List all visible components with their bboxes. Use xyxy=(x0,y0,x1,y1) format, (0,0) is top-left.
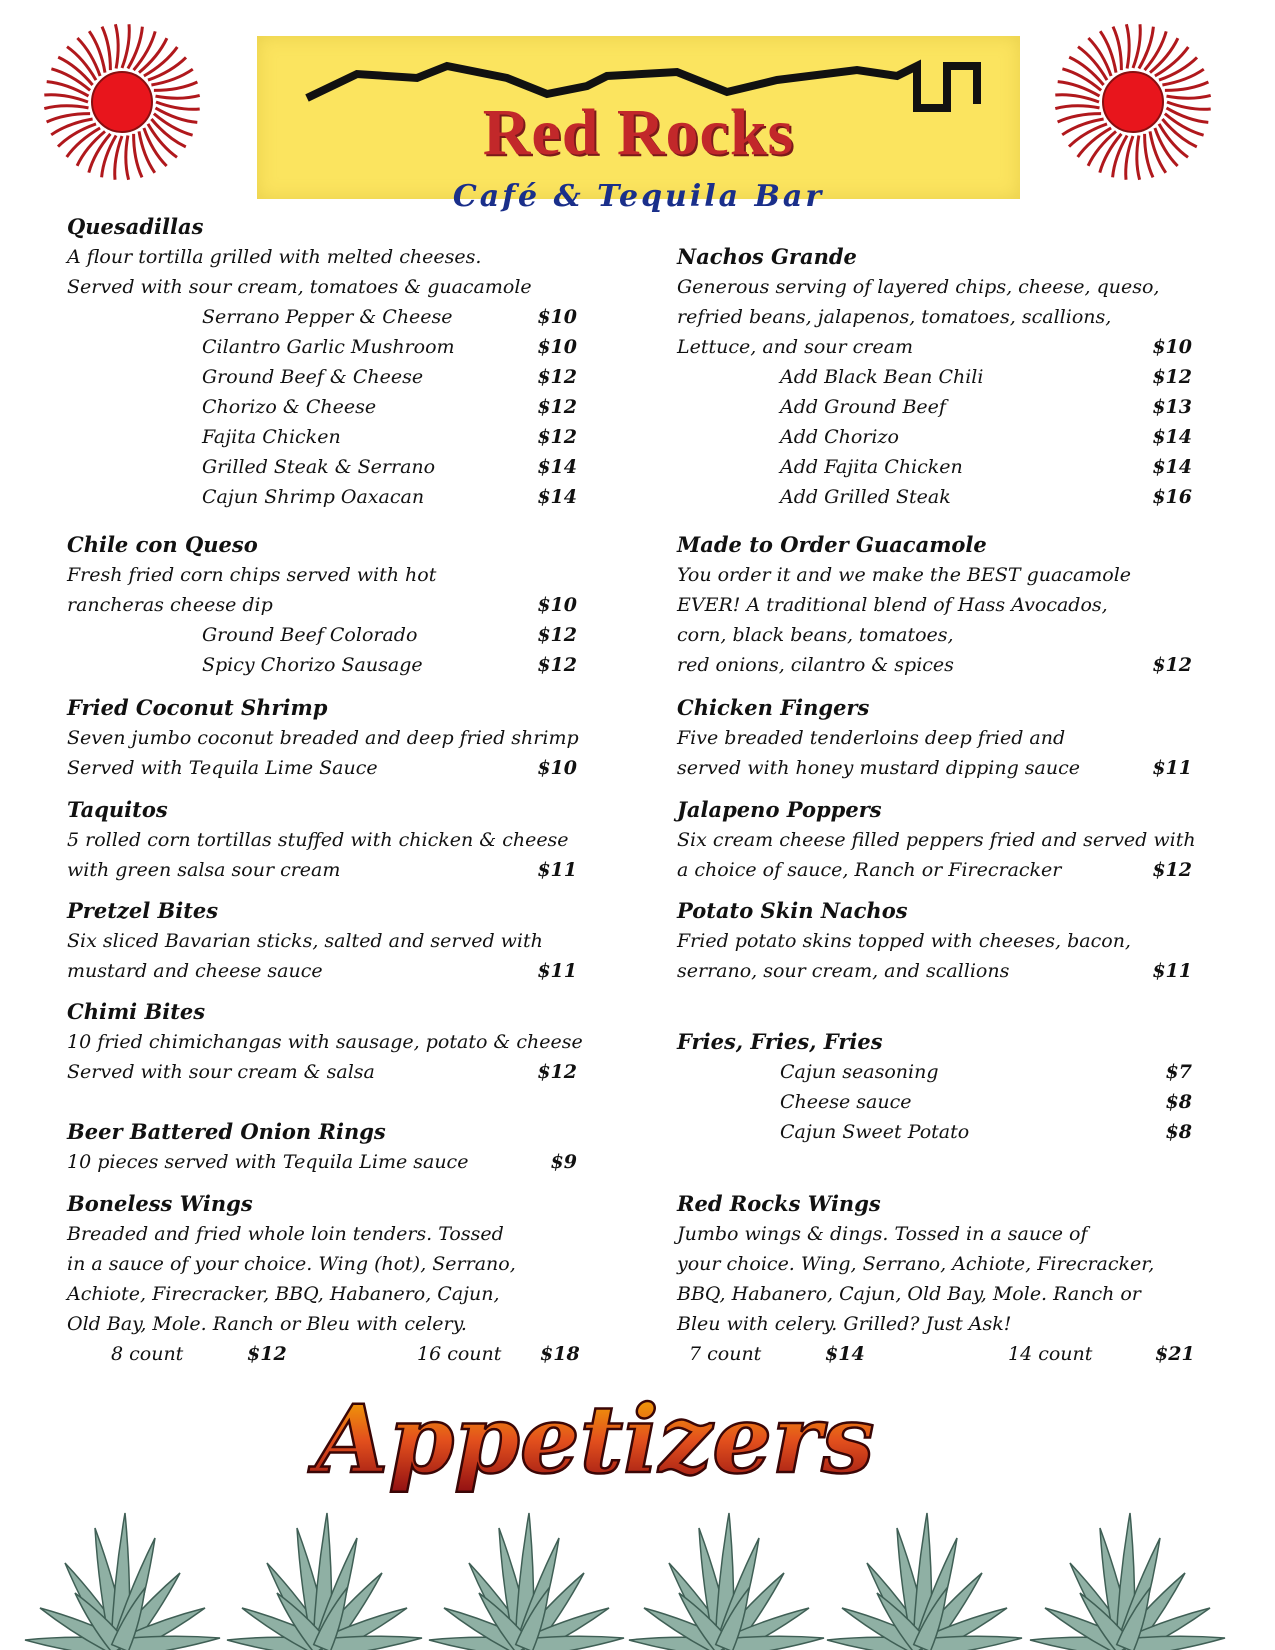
menu-item-description: red onions, cilantro & spices $12 xyxy=(677,650,1192,680)
agave-icon xyxy=(25,1513,220,1650)
menu-item-name: Boneless Wings xyxy=(67,1191,253,1216)
menu-option xyxy=(677,1087,1192,1117)
menu-option xyxy=(67,620,577,650)
menu-option-label: Grilled Steak & Serrano xyxy=(202,456,436,478)
menu-option xyxy=(67,452,577,482)
count-price: $18 xyxy=(540,1343,580,1365)
menu-option xyxy=(67,332,577,362)
menu-option xyxy=(67,422,577,452)
menu-item-red-rocks-wings xyxy=(677,1189,1195,1365)
menu-option-price: $12 xyxy=(537,426,577,448)
menu-item-price: $11 xyxy=(1152,757,1192,779)
menu-item-description: mustard and cheese sauce $11 xyxy=(67,956,577,986)
menu-option-label: Add Grilled Steak xyxy=(780,486,951,508)
menu-item-description: Lettuce, and sour cream $10 xyxy=(677,332,1192,362)
menu-option-label: Ground Beef Colorado xyxy=(202,624,418,646)
menu-item-description: Generous serving of layered chips, cheese, queso, xyxy=(677,276,1160,298)
menu-option-price: $14 xyxy=(537,486,577,508)
menu-item-name: Fried Coconut Shrimp xyxy=(67,695,328,720)
menu-item-description: EVER! A traditional blend of Hass Avocados, xyxy=(677,594,1108,616)
menu-item-description: Breaded and fried whole loin tenders. Tossed xyxy=(67,1223,504,1245)
count-price: $21 xyxy=(1155,1343,1195,1365)
menu-item-name: Fries, Fries, Fries xyxy=(677,1029,883,1054)
menu-option-price: $12 xyxy=(537,654,577,676)
menu-item-boneless-wings xyxy=(67,1189,580,1365)
menu-option-price: $8 xyxy=(1165,1121,1192,1143)
menu-item-description: 10 fried chimichangas with sausage, potato & cheese xyxy=(67,1031,583,1053)
menu-item-price: $10 xyxy=(1152,336,1192,358)
menu-option-label: Fajita Chicken xyxy=(202,426,341,448)
menu-option-label: Cilantro Garlic Mushroom xyxy=(202,336,455,358)
menu-option-label: Ground Beef & Cheese xyxy=(202,366,424,388)
menu-item-description: Served with sour cream, tomatoes & guacamole xyxy=(67,276,532,298)
count-label: 14 count xyxy=(1008,1343,1093,1365)
menu-option xyxy=(677,1057,1192,1087)
menu-option xyxy=(677,362,1192,392)
menu-option-price: $14 xyxy=(1152,456,1192,478)
count-label: 7 count xyxy=(689,1343,762,1365)
menu-option-label: Cajun Shrimp Oaxacan xyxy=(202,486,425,508)
agave-border xyxy=(0,1480,1275,1650)
sun-icon xyxy=(1053,22,1213,182)
menu-item-description: Jumbo wings & dings. Tossed in a sauce of xyxy=(677,1223,1088,1245)
menu-item-description: corn, black beans, tomatoes, xyxy=(677,624,954,646)
brand-logo xyxy=(257,36,1020,214)
menu-item-taquitos xyxy=(67,795,577,885)
menu-item-price: $12 xyxy=(1152,654,1192,676)
menu-item-name: Made to Order Guacamole xyxy=(677,532,987,557)
agave-icon xyxy=(827,1513,1022,1650)
menu-option-price: $14 xyxy=(537,456,577,478)
menu-item-name: Chimi Bites xyxy=(67,999,206,1024)
menu-option-label: Add Chorizo xyxy=(780,426,899,448)
menu-option xyxy=(677,452,1192,482)
menu-option-price: $10 xyxy=(537,336,577,358)
menu-option-price: $14 xyxy=(1152,426,1192,448)
menu-item-description: served with honey mustard dipping sauce $11 xyxy=(677,753,1192,783)
menu-item-description: Bleu with celery. Grilled? Just Ask! xyxy=(677,1313,1012,1335)
menu-item-fried-coconut-shrimp xyxy=(67,693,577,783)
menu-item-name: Pretzel Bites xyxy=(67,898,219,923)
menu-item-description: You order it and we make the BEST guacamole xyxy=(677,564,1132,586)
menu-option-label: Cheese sauce xyxy=(780,1091,912,1113)
menu-item-nachos-grande xyxy=(677,242,1192,512)
menu-item-price: $11 xyxy=(537,859,577,881)
menu-option-price: $8 xyxy=(1165,1091,1192,1113)
menu-item-fries-fries-fries xyxy=(677,1027,1192,1147)
menu-item-pretzel-bites xyxy=(67,896,577,986)
menu-item-name: Quesadillas xyxy=(67,214,204,239)
menu-option xyxy=(677,1117,1192,1147)
menu-option-price: $12 xyxy=(537,366,577,388)
agave-icon xyxy=(429,1513,624,1650)
menu-item-description: your choice. Wing, Serrano, Achiote, Firecracker, xyxy=(677,1253,1155,1275)
menu-option-price: $13 xyxy=(1152,396,1192,418)
headline-text: Appetizers xyxy=(315,1385,875,1495)
menu-item-price: $9 xyxy=(550,1151,577,1173)
menu-item-description: 5 rolled corn tortillas stuffed with chicken & cheese xyxy=(67,829,569,851)
menu-option-price: $16 xyxy=(1152,486,1192,508)
menu-item-price: $12 xyxy=(537,1061,577,1083)
menu-item-name: Potato Skin Nachos xyxy=(677,898,908,923)
menu-option-label: Serrano Pepper & Cheese xyxy=(202,306,453,328)
brand-name: Red Rocks xyxy=(482,96,795,169)
menu-item-description: 10 pieces served with Tequila Lime sauce $9 xyxy=(67,1147,577,1177)
menu-item-description: with green salsa sour cream $11 xyxy=(67,855,577,885)
menu-item-potato-skin-nachos xyxy=(677,896,1192,986)
menu-item-price: $12 xyxy=(1152,859,1192,881)
menu-option-label: Cajun seasoning xyxy=(780,1061,939,1083)
menu-option xyxy=(677,392,1192,422)
menu-item-description: Fried potato skins topped with cheeses, bacon, xyxy=(677,930,1131,952)
menu-item-description: rancheras cheese dip $10 xyxy=(67,590,577,620)
menu-item-description: Achiote, Firecracker, BBQ, Habanero, Cajun, xyxy=(67,1283,500,1305)
brand-subtitle: Café & Tequila Bar xyxy=(452,179,825,214)
menu-item-name: Red Rocks Wings xyxy=(677,1191,881,1216)
menu-item-price: $10 xyxy=(537,594,577,616)
menu-item-chimi-bites xyxy=(67,997,583,1087)
count-label: 16 count xyxy=(417,1343,502,1365)
menu-item-description: A flour tortilla grilled with melted cheeses. xyxy=(67,246,482,268)
count-price: $14 xyxy=(825,1343,865,1365)
menu-item-description: Six sliced Bavarian sticks, salted and served with xyxy=(67,930,543,952)
menu-item-description: Fresh fried corn chips served with hot xyxy=(67,564,437,586)
menu-item-beer-battered-onion-rings xyxy=(67,1117,577,1177)
menu-item-description: refried beans, jalapenos, tomatoes, scallions, xyxy=(677,306,1112,328)
menu-item-description: a choice of sauce, Ranch or Firecracker $12 xyxy=(677,855,1192,885)
menu-item-name: Chicken Fingers xyxy=(677,695,870,720)
menu-option-price: $10 xyxy=(537,306,577,328)
menu-item-price: $11 xyxy=(537,960,577,982)
menu-option-label: Cajun Sweet Potato xyxy=(780,1121,970,1143)
menu-item-made-to-order-guacamole xyxy=(677,530,1192,680)
menu-option-price: $12 xyxy=(537,396,577,418)
menu-item-description: Served with Tequila Lime Sauce $10 xyxy=(67,753,577,783)
menu-item-description: BBQ, Habanero, Cajun, Old Bay, Mole. Ranch or xyxy=(677,1283,1141,1305)
menu-item-description: Six cream cheese filled peppers fried and served with xyxy=(677,829,1196,851)
menu-option xyxy=(677,422,1192,452)
menu-option-price: $12 xyxy=(1152,366,1192,388)
menu-option-label: Add Black Bean Chili xyxy=(780,366,984,388)
menu-item-name: Taquitos xyxy=(67,797,168,822)
sun-icon xyxy=(42,22,202,182)
menu-item-name: Jalapeno Poppers xyxy=(677,797,882,822)
menu-option xyxy=(67,362,577,392)
menu-item-description: Seven jumbo coconut breaded and deep fried shrimp xyxy=(67,727,579,749)
menu-item-description: Five breaded tenderloins deep fried and xyxy=(677,727,1066,749)
menu-option-label: Chorizo & Cheese xyxy=(202,396,377,418)
menu-item-description: in a sauce of your choice. Wing (hot), Serrano, xyxy=(67,1253,516,1275)
menu-option-label: Spicy Chorizo Sausage xyxy=(202,654,423,676)
menu-item-name: Beer Battered Onion Rings xyxy=(67,1119,386,1144)
menu-option-price: $12 xyxy=(537,624,577,646)
agave-icon xyxy=(629,1513,824,1650)
menu-item-chicken-fingers xyxy=(677,693,1192,783)
menu-item-description: Old Bay, Mole. Ranch or Bleu with celery. xyxy=(67,1313,467,1335)
menu-option xyxy=(67,392,577,422)
count-price: $12 xyxy=(247,1343,287,1365)
menu-option xyxy=(67,482,577,512)
menu-option xyxy=(67,302,577,332)
menu-item-quesadillas xyxy=(67,212,577,512)
agave-icon xyxy=(1030,1513,1225,1650)
menu-item-price: $10 xyxy=(537,757,577,779)
menu-item-description: Served with sour cream & salsa $12 xyxy=(67,1057,577,1087)
menu-option-label: Add Fajita Chicken xyxy=(780,456,963,478)
menu-item-name: Chile con Queso xyxy=(67,532,258,557)
menu-option xyxy=(677,482,1192,512)
menu-item-chile-con-queso xyxy=(67,530,577,680)
count-label: 8 count xyxy=(111,1343,184,1365)
menu-item-description: serrano, sour cream, and scallions $11 xyxy=(677,956,1192,986)
menu-item-name: Nachos Grande xyxy=(677,244,857,269)
agave-icon xyxy=(227,1513,422,1650)
menu-item-jalapeno-poppers xyxy=(677,795,1196,885)
menu-option-price: $7 xyxy=(1165,1061,1192,1083)
menu-option xyxy=(67,650,577,680)
menu-option-label: Add Ground Beef xyxy=(780,396,946,418)
menu-item-price: $11 xyxy=(1152,960,1192,982)
